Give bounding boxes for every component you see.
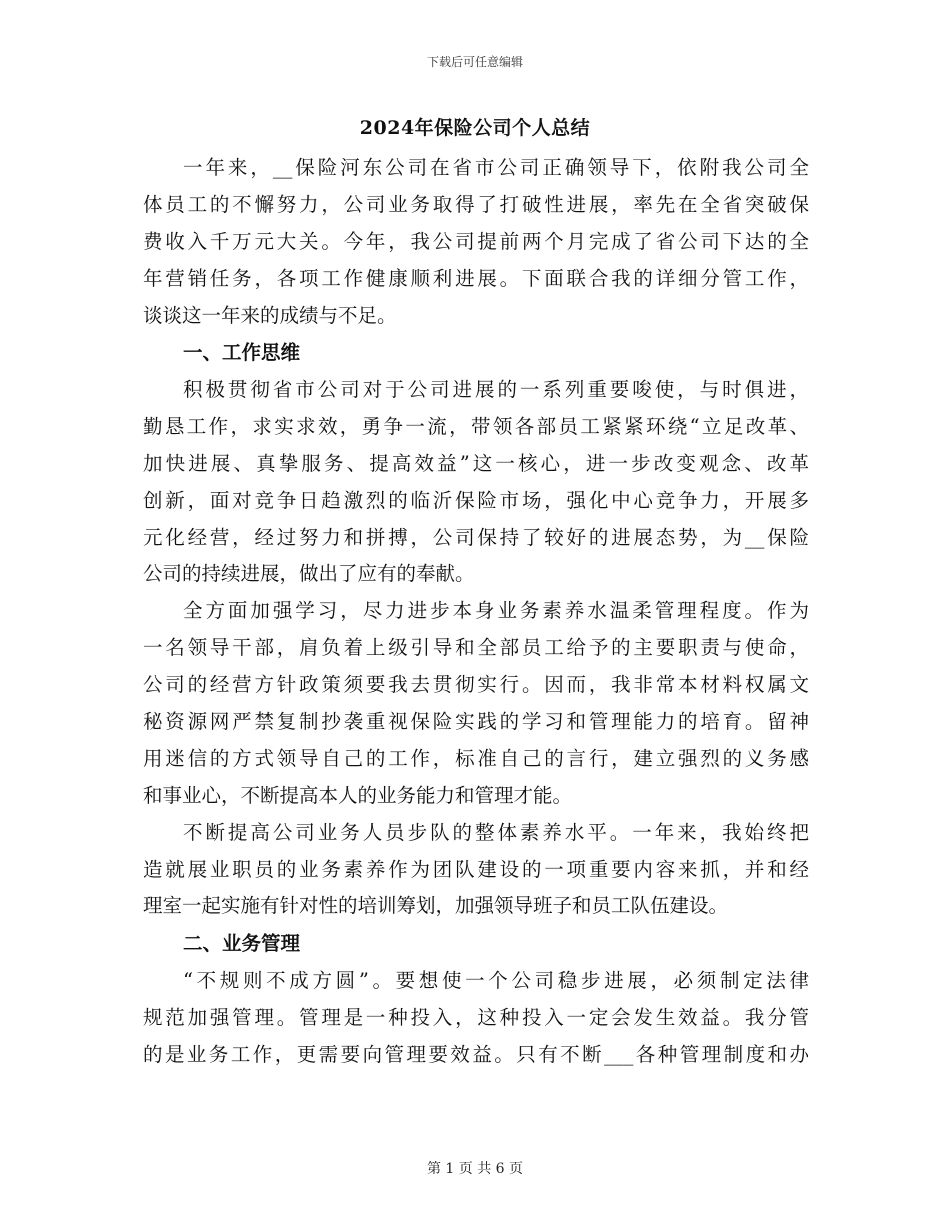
text-line: 理室一起实施有针对性的培训筹划，加强领导班子和员工队伍建设。 xyxy=(143,894,729,918)
text-line: 不断提高公司业务人员步队的整体素养水平。一年来，我始终把 xyxy=(183,820,809,844)
text-line: 体员工的不懈努力，公司业务取得了打破性进展，率先在全省突破保 xyxy=(143,192,809,216)
document-title: 2024年保险公司个人总结 xyxy=(359,117,591,139)
page-header-note: 下载后可任意编辑 xyxy=(426,55,523,69)
text-line: 公司的持续进展，做出了应有的奉献。 xyxy=(143,562,475,586)
text-line: 一名领导干部，肩负着上级引导和全部员工给予的主要职责与使命， xyxy=(143,636,809,660)
paragraph xyxy=(143,815,809,926)
text-line: 创新，面对竞争日趋激烈的临沂保险市场，强化中心竞争力，开展多 xyxy=(143,488,809,512)
text-line: 一年来，__保险河东公司在省市公司正确领导下，依附我公司全 xyxy=(183,156,809,179)
text-line: 全方面加强学习，尽力进步本身业务素养水温柔管理程度。作为 xyxy=(183,599,809,623)
section-heading: 一、工作思维 xyxy=(183,341,301,365)
page-number-footer: 第 1 页 共 6 页 xyxy=(426,1161,524,1177)
text-line: “不规则不成方圆”。要想使一个公司稳步进展，必须制定法律 xyxy=(183,968,809,992)
paragraph xyxy=(143,593,809,814)
text-line: 年营销任务，各项工作健康顺利进展。下面联合我的详细分管工作， xyxy=(143,266,809,290)
text-line: 的是业务工作，更需要向管理要效益。只有不断___各种管理制度和办 xyxy=(143,1042,809,1066)
document-body xyxy=(143,150,809,1073)
text-line: 秘资源网严禁复制抄袭重视保险实践的学习和管理能力的培育。留神 xyxy=(143,709,809,733)
paragraph xyxy=(143,963,809,1074)
text-line: 造就展业职员的业务素养作为团队建设的一项重要内容来抓，并和经 xyxy=(143,857,809,881)
text-line: 元化经营，经过努力和拼搏，公司保持了较好的进展态势，为__保险 xyxy=(143,525,809,549)
text-line: 和事业心，不断提高本人的业务能力和管理才能。 xyxy=(143,783,573,807)
section-heading: 二、业务管理 xyxy=(183,932,301,956)
text-line: 用迷信的方式领导自己的工作，标准自己的言行，建立强烈的义务感 xyxy=(143,746,809,770)
paragraph xyxy=(143,372,809,593)
text-line: 加快进展、真挚服务、提高效益”这一核心，进一步改变观念、改革 xyxy=(143,451,809,475)
text-line: 费收入千万元大关。今年，我公司提前两个月完成了省公司下达的全 xyxy=(143,229,809,253)
text-line: 勤恳工作，求实求效，勇争一流，带领各部员工紧紧环绕“立足改革、 xyxy=(143,414,809,438)
text-line: 规范加强管理。管理是一种投入，这种投入一定会发生效益。我分管 xyxy=(143,1005,809,1029)
text-line: 积极贯彻省市公司对于公司进展的一系列重要唆使，与时俱进， xyxy=(183,377,809,401)
text-line: 谈谈这一年来的成绩与不足。 xyxy=(143,303,397,327)
paragraph xyxy=(143,150,809,334)
text-line: 公司的经营方针政策须要我去贯彻实行。因而，我非常本材料权属文 xyxy=(143,673,809,697)
